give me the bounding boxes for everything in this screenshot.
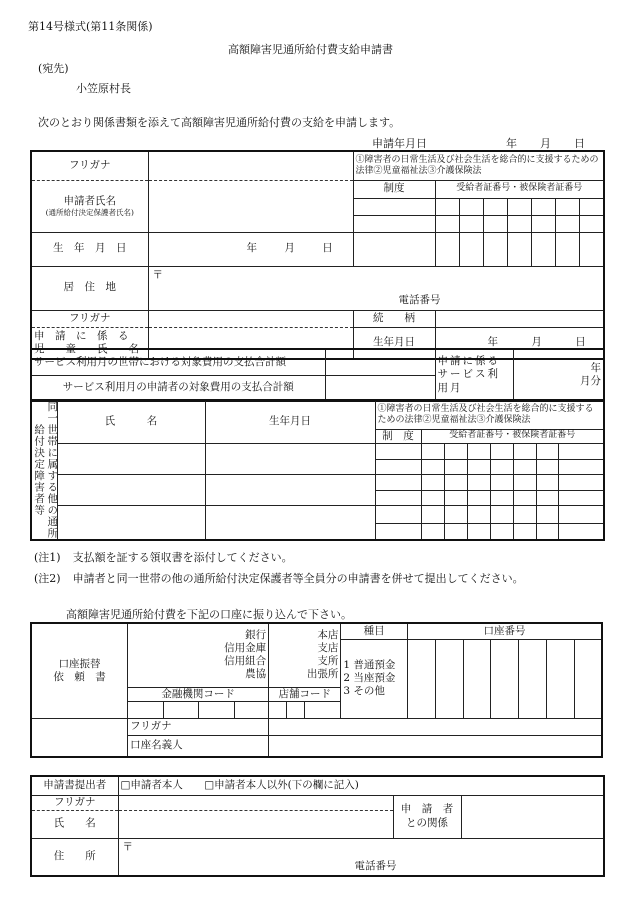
household-member-name[interactable] — [57, 443, 205, 474]
account-number-header: 口座番号 — [407, 623, 602, 639]
holder-furigana-label: フリガナ — [128, 718, 269, 735]
submitter-address-label: 住 所 — [31, 838, 118, 876]
holder-furigana-field[interactable] — [269, 718, 602, 735]
system-cell[interactable] — [353, 198, 435, 215]
bank-code-digit[interactable] — [128, 701, 164, 718]
branch-code-digit[interactable] — [269, 701, 287, 718]
applicant-name-label: 申請者氏名 (通所給付決定保護者氏名) — [31, 180, 148, 232]
household-member-name[interactable] — [57, 505, 205, 540]
household-member-birth[interactable] — [205, 474, 375, 505]
bank-instruction: 高額障害児通所給付費を下記の口座に振り込んで下さい。 — [66, 608, 352, 621]
system-cell[interactable] — [353, 215, 435, 232]
household-system-col: 制 度 — [375, 429, 421, 443]
service-month-label: 申請に係る サービス利 用月 — [435, 349, 513, 401]
financial-institution-field[interactable]: 銀行 信用金庫 信用組合 農協 — [128, 623, 269, 687]
applicant-total-label: サービス利用月の申請者の対象費用の支払合計額 — [31, 375, 325, 401]
address-label: 居 住 地 — [31, 266, 148, 310]
addressee-label: (宛先) — [38, 62, 69, 75]
submitter-relation-label: 申 請 者 との関係 — [393, 795, 461, 838]
system-header: 制度 — [353, 180, 435, 198]
holder-field[interactable] — [269, 735, 602, 757]
applicant-name-field[interactable] — [148, 180, 353, 232]
branch-code-digit[interactable] — [304, 701, 341, 718]
form-title: 高額障害児通所給付費支給申請書 — [228, 43, 393, 56]
child-furigana-label: フリガナ — [31, 310, 148, 327]
household-total-field[interactable] — [325, 349, 435, 375]
account-kind-header: 種目 — [341, 623, 408, 639]
household-table — [30, 399, 605, 541]
note-1: (注1) 支払額を証する領収書を添付してください。 — [34, 551, 293, 564]
submitter-label: 申請書提出者 — [31, 776, 118, 795]
bank-code-digit[interactable] — [199, 701, 235, 718]
bank-side-label: 口座振替 依 頼 書 — [31, 623, 128, 718]
applicant-furigana-field[interactable] — [148, 151, 353, 180]
bank-code-digit[interactable] — [234, 701, 268, 718]
account-kind-options[interactable]: 1 普通預金 2 当座預金 3 その他 — [341, 639, 408, 718]
submitter-name-label: 氏 名 — [31, 810, 118, 838]
birth-field[interactable]: 年 月 日 — [148, 232, 353, 266]
system-cell[interactable] — [353, 232, 435, 266]
submitter-name-field[interactable] — [118, 810, 393, 838]
submitter-other-checkbox[interactable]: □申請者本人以外(下の欄に記入) — [204, 779, 359, 792]
submitter-postal-mark: 〒 — [122, 840, 133, 853]
relation-label: 続 柄 — [353, 310, 435, 327]
address-field[interactable] — [148, 266, 604, 310]
applicant-furigana-label: フリガナ — [31, 151, 148, 180]
bank-code-label: 金融機関コード — [128, 687, 269, 701]
relation-field[interactable] — [435, 310, 604, 327]
household-birth-col: 生年月日 — [205, 400, 375, 443]
note-2: (注2) 申請者と同一世帯の他の通所給付決定保護者等全員分の申請書を併せて提出してください。 — [34, 572, 524, 585]
household-member-birth[interactable] — [205, 505, 375, 540]
submitter-relation-field[interactable] — [461, 795, 604, 838]
bank-code-digit[interactable] — [163, 701, 199, 718]
child-birth-label: 生年月日 — [353, 327, 435, 359]
phone-label: 電話番号 — [398, 294, 441, 307]
child-birth-field[interactable]: 年 月 日 — [435, 327, 604, 359]
account-number-field[interactable] — [574, 639, 602, 718]
submitter-self-checkbox[interactable]: □申請者本人 — [120, 779, 183, 792]
date-year-unit: 年 — [506, 137, 517, 150]
branch-code-digit[interactable] — [286, 701, 304, 718]
birth-label: 生 年 月 日 — [31, 232, 148, 266]
submitter-address-field[interactable] — [118, 838, 604, 876]
form-number: 第14号様式(第11条関係) — [28, 20, 153, 33]
date-day-unit: 日 — [574, 137, 585, 150]
holder-label: 口座名義人 — [128, 735, 269, 757]
household-total-label: サービス利用月の世帯における対象費用の支払合計額 — [31, 349, 325, 375]
applicant-total-field[interactable] — [325, 375, 435, 401]
household-cert-col: 受給者証番号・被保険者証番号 — [421, 429, 604, 443]
intro-text: 次のとおり関係書類を添えて高額障害児通所給付費の支給を申請します。 — [38, 116, 401, 129]
household-law-note: ①障害者の日常生活及び社会生活を総合的に支援するための法律②児童福祉法③介護保険法 — [375, 400, 604, 429]
household-member-name[interactable] — [57, 474, 205, 505]
cost-table — [30, 348, 605, 402]
submitter-phone-label: 電話番号 — [354, 859, 397, 872]
cert-header: 受給者証番号・被保険者証番号 — [435, 180, 604, 198]
submitter-options[interactable] — [118, 776, 604, 795]
service-month-field[interactable]: 年 月分 — [513, 349, 604, 401]
bank-table — [30, 622, 603, 758]
branch-code-label: 店舗コード — [269, 687, 341, 701]
addressee: 小笠原村長 — [76, 82, 131, 95]
submitter-furigana-label: フリガナ — [31, 795, 118, 810]
household-name-col: 氏 名 — [57, 400, 205, 443]
submitter-table — [30, 775, 605, 877]
child-furigana-field[interactable] — [148, 310, 353, 327]
household-side-label: 同一世帯に属する他の通所給付決定障害者等 — [31, 400, 57, 540]
applicant-table — [30, 150, 605, 360]
postal-mark: 〒 — [152, 268, 163, 281]
date-label: 申請年月日 — [372, 137, 427, 150]
law-note: ①障害者の日常生活及び社会生活を総合的に支援するための法律②児童福祉法③介護保険法 — [353, 151, 604, 180]
child-name-label: 申 請 に 係 る 児 童 氏 名 — [31, 327, 148, 359]
submitter-furigana-field[interactable] — [118, 795, 393, 810]
household-member-birth[interactable] — [205, 443, 375, 474]
branch-field[interactable]: 本店 支店 支所 出張所 — [269, 623, 341, 687]
date-month-unit: 月 — [540, 137, 551, 150]
